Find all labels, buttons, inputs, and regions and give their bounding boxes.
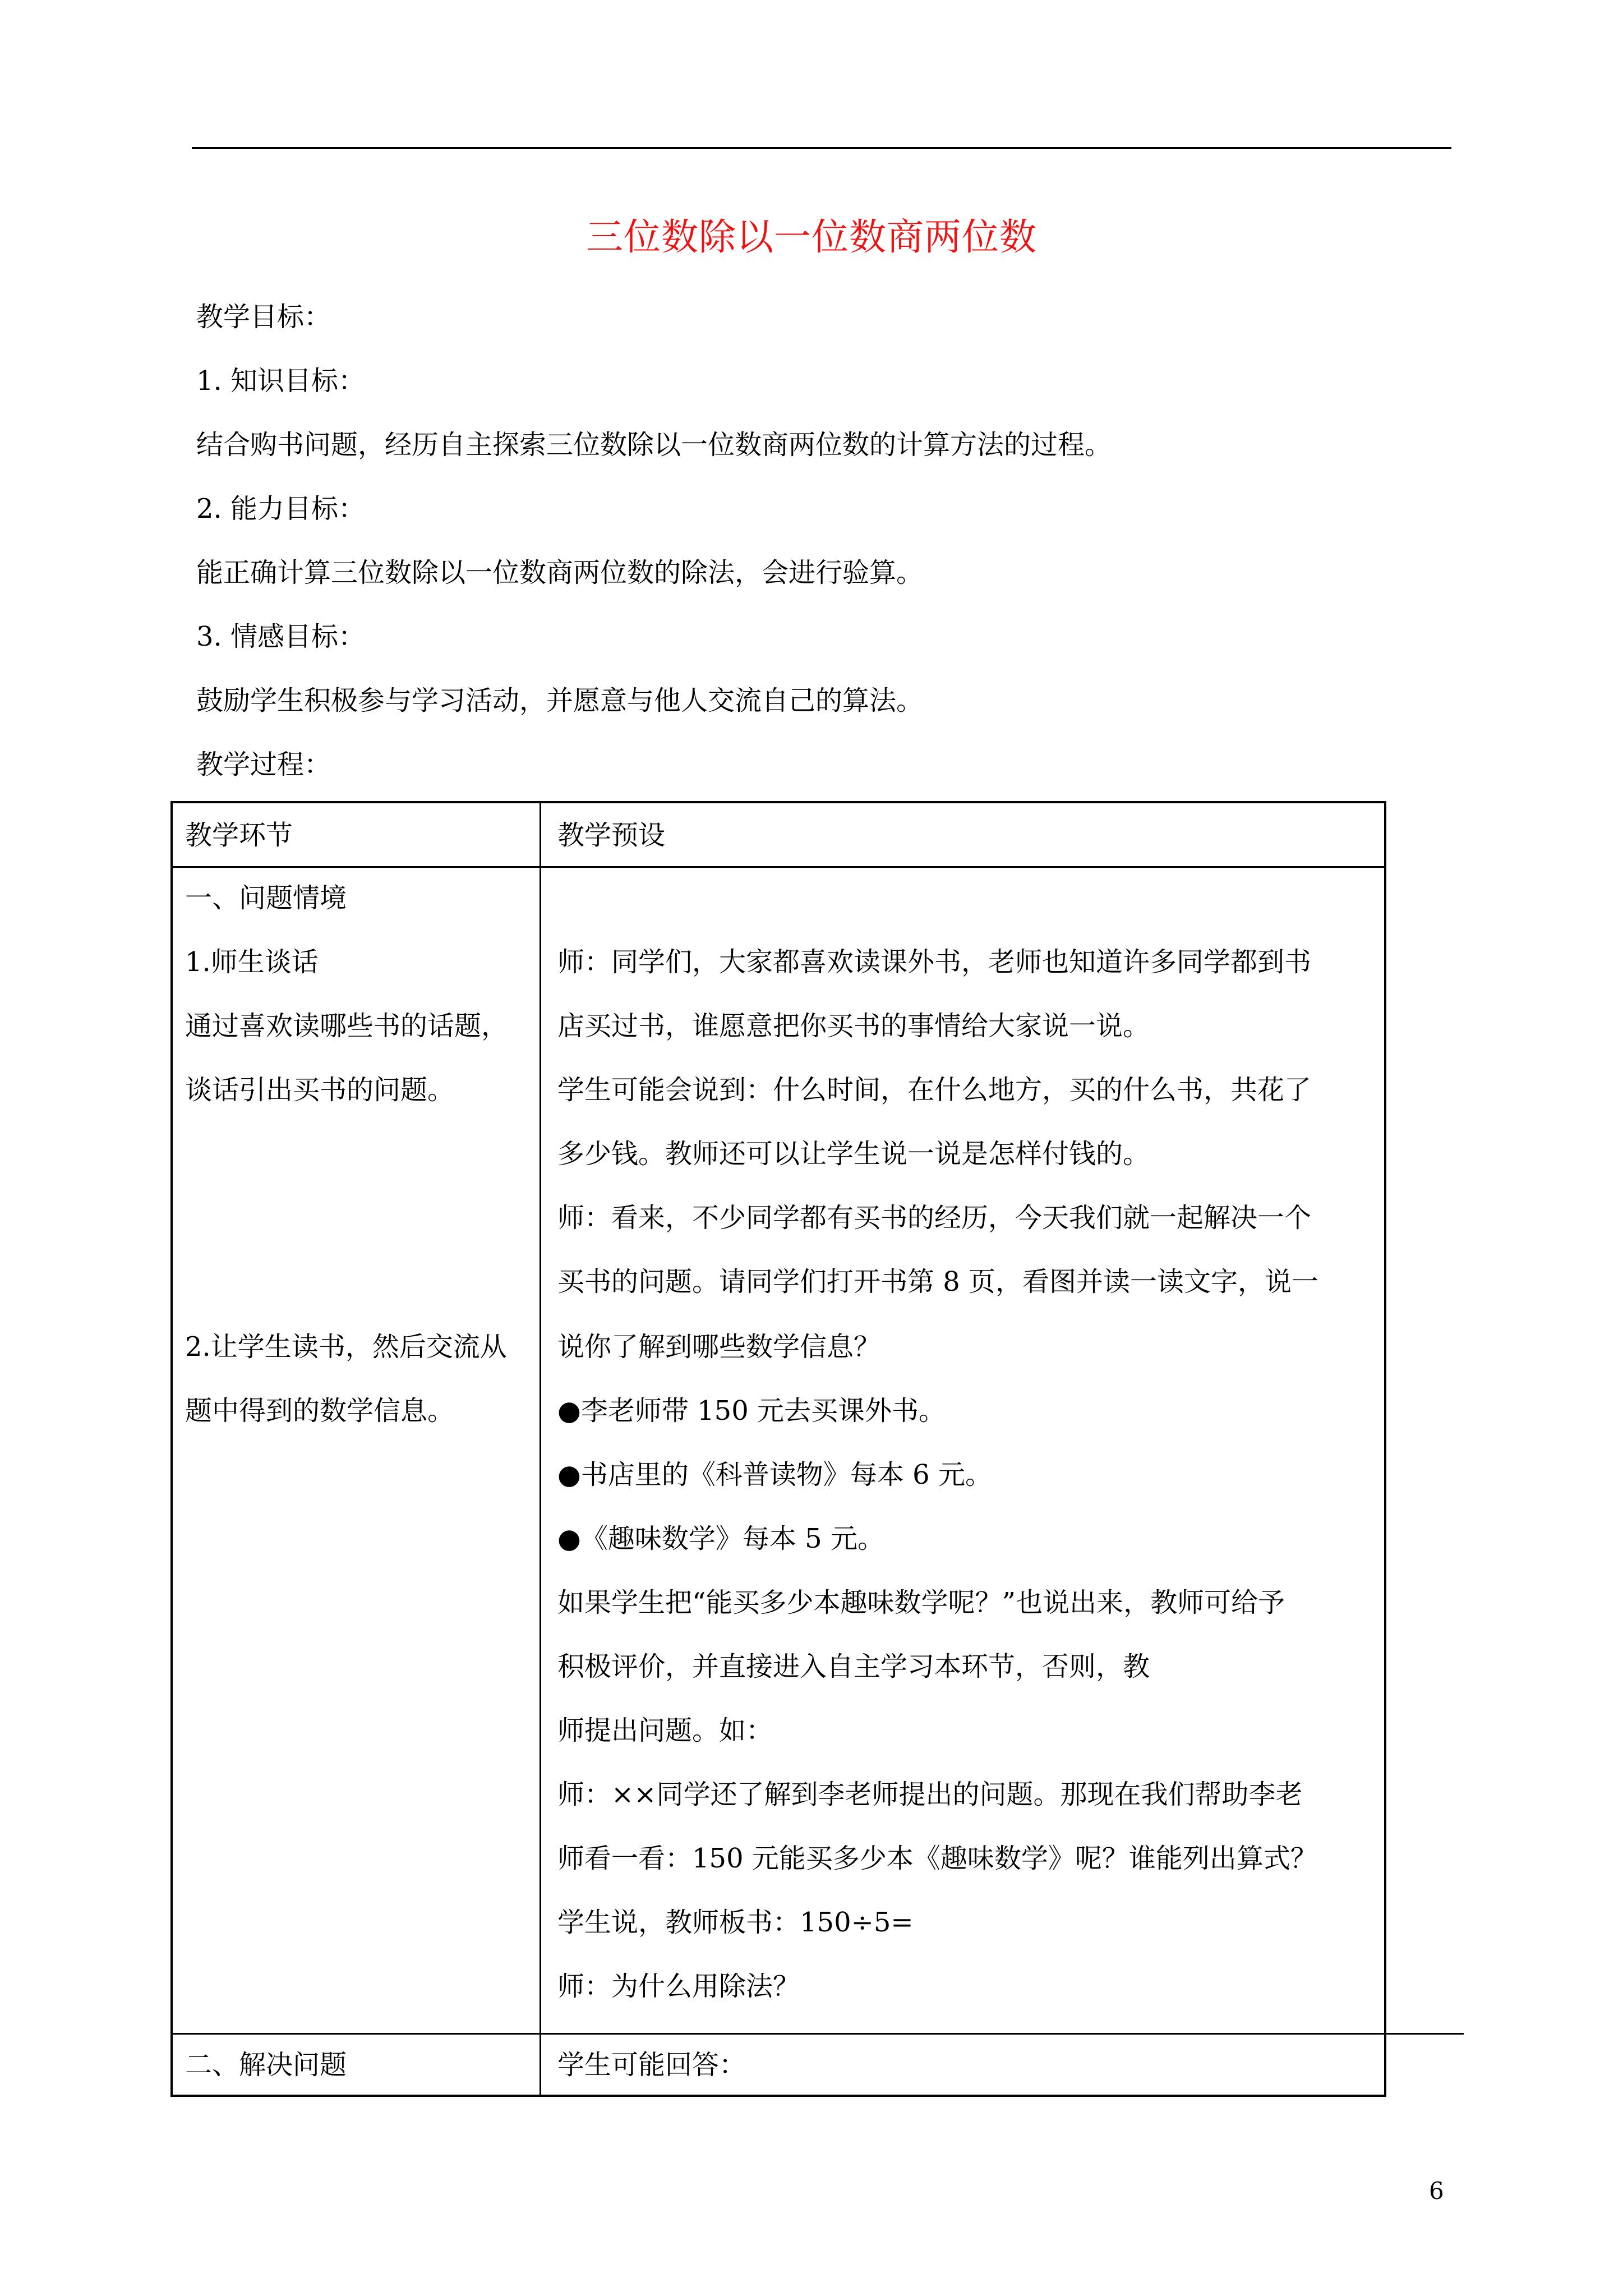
emotion-objective-label: 3. 情感目标：	[196, 621, 366, 652]
page-title: 三位数除以一位数商两位数	[586, 215, 1037, 259]
right-cell-line: 师：为什么用除法？	[557, 1971, 800, 2002]
table-row-divider	[170, 2033, 1464, 2035]
table-plan-solve: 学生可能回答：	[557, 2049, 746, 2081]
knowledge-objective-label: 1. 知识目标：	[196, 365, 366, 397]
page-number: 6	[1429, 2177, 1444, 2205]
ability-objective-text: 能正确计算三位数除以一位数商两位数的除法，会进行验算。	[196, 557, 924, 588]
right-cell-line: 师：看来，不少同学都有买书的经历，今天我们就一起解决一个	[557, 1202, 1312, 1234]
right-cell-line: 多少钱。教师还可以让学生说一说是怎样付钱的。	[557, 1138, 1150, 1170]
emotion-objective-text: 鼓励学生积极参与学习活动，并愿意与他人交流自己的算法。	[196, 685, 924, 716]
right-cell-line: ●书店里的《科普读物》每本 6 元。	[557, 1459, 992, 1490]
left-cell-line: 一、问题情境	[185, 882, 347, 914]
right-cell-line: 师：××同学还了解到李老师提出的问题。那现在我们帮助李老	[557, 1779, 1303, 1810]
table-stage-solve: 二、解决问题	[185, 2049, 347, 2081]
right-cell-line: 买书的问题。请同学们打开书第 8 页，看图并读一读文字，说一	[557, 1266, 1319, 1297]
table-header-stage: 教学环节	[185, 820, 293, 851]
left-cell-line: 谈话引出买书的问题。	[185, 1074, 455, 1106]
right-cell-line: 师看一看：150 元能买多少本《趣味数学》呢？谁能列出算式？	[557, 1843, 1317, 1874]
table-header-plan: 教学预设	[557, 820, 666, 851]
right-cell-line: 师提出问题。如：	[557, 1715, 773, 1746]
table-column-divider	[540, 801, 541, 2097]
right-cell-line: 学生说，教师板书：150÷5=	[557, 1907, 914, 1938]
right-cell-line: 如果学生把“能买多少本趣味数学呢？”也说出来，教师可给予	[557, 1587, 1285, 1618]
left-cell-line: 1.师生谈话	[185, 946, 319, 978]
right-cell-line: ●《趣味数学》每本 5 元。	[557, 1523, 884, 1554]
right-cell-line: 师：同学们，大家都喜欢读课外书，老师也知道许多同学都到书	[557, 946, 1312, 978]
left-cell-line: 通过喜欢读哪些书的话题，	[185, 1010, 509, 1042]
right-cell-line: 学生可能会说到：什么时间，在什么地方，买的什么书，共花了	[557, 1074, 1312, 1106]
header-rule	[192, 147, 1451, 149]
table-header-divider	[170, 866, 1386, 868]
left-cell-line: 题中得到的数学信息。	[185, 1395, 455, 1427]
process-heading: 教学过程：	[196, 749, 331, 780]
ability-objective-label: 2. 能力目标：	[196, 493, 366, 524]
right-cell-line: 店买过书，谁愿意把你买书的事情给大家说一说。	[557, 1010, 1150, 1042]
left-cell-line: 2.让学生读书，然后交流从	[185, 1331, 507, 1363]
knowledge-objective-text: 结合购书问题，经历自主探索三位数除以一位数商两位数的计算方法的过程。	[196, 429, 1112, 461]
right-cell-line: 积极评价，并直接进入自主学习本环节，否则，教	[557, 1651, 1150, 1682]
lesson-table	[170, 801, 1386, 2097]
right-cell-line: ●李老师带 150 元去买课外书。	[557, 1395, 946, 1427]
right-cell-line: 说你了解到哪些数学信息？	[557, 1331, 881, 1363]
objectives-heading: 教学目标：	[196, 301, 331, 333]
